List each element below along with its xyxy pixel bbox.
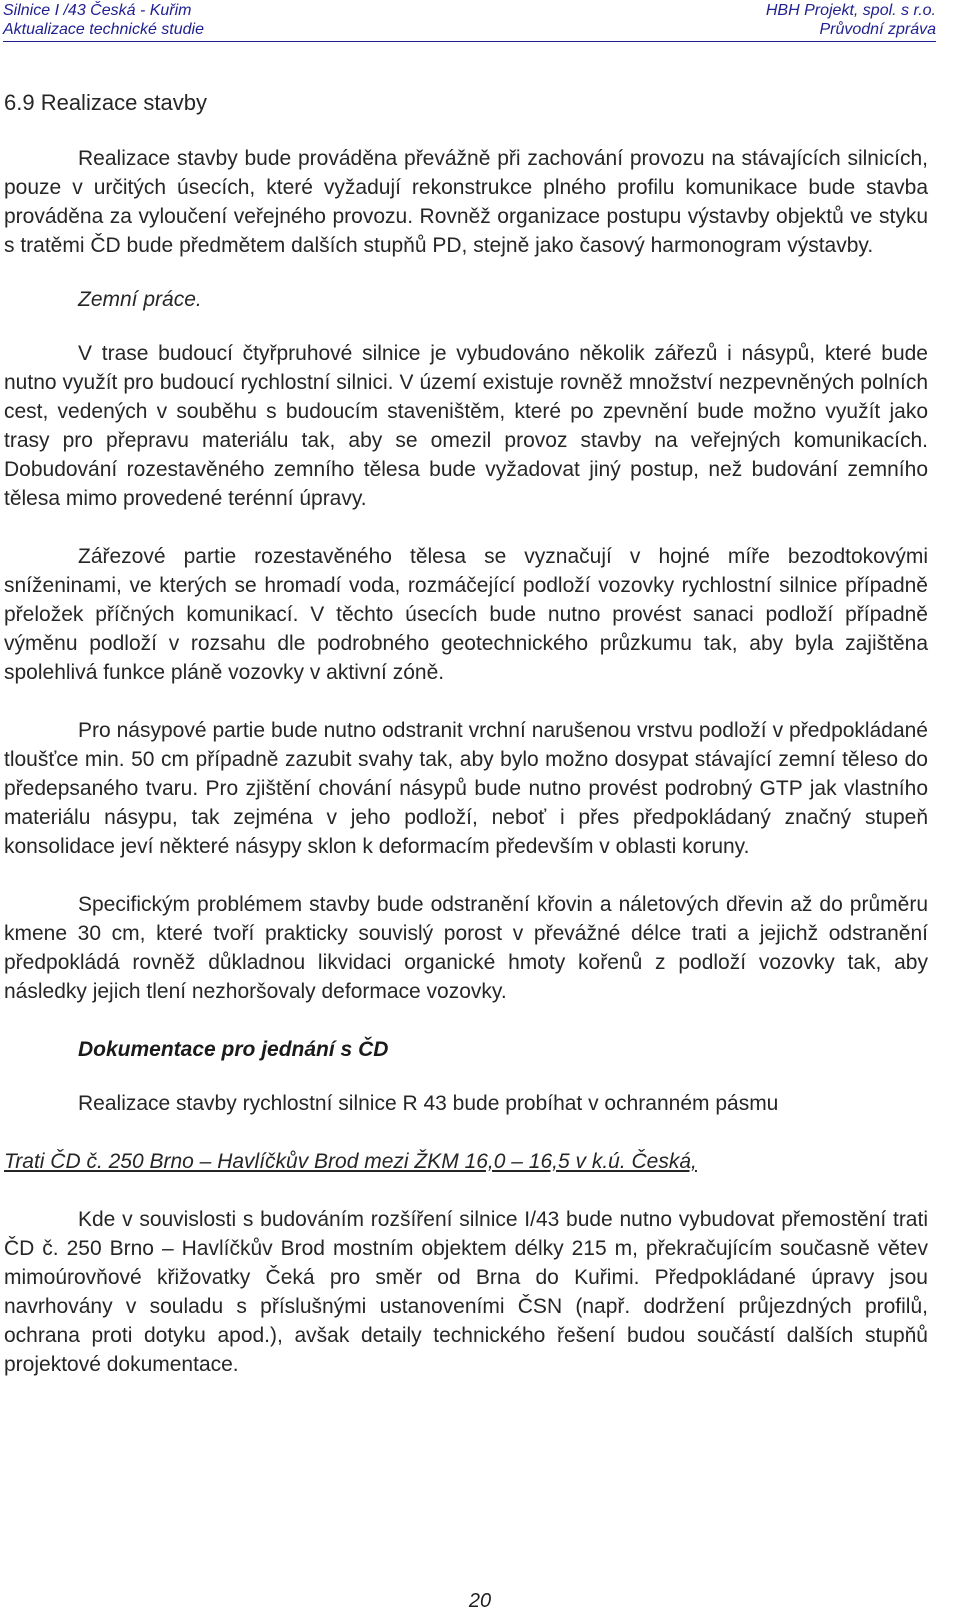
paragraph-bridge: Kde v souvislosti s budováním rozšíření silnice I/43 bude nutno vybudovat přemostění trati ČD č. 250 Brno – Havlíčkův Brod mostním objektem délky 215 m, překračujícím současně větev mimoúrovňové křižovatky Čeká pro směr od Brna do Kuřimi. Předpokládané úpravy jsou navrhovány v souladu s příslušnými ustanoveními ČSN (např. dodržení průjezdných profilů, ochrana proti dotyku apod.), avšak detaily technického řešení budou součástí dalších stupňů projektové dokumentace. — [4, 1208, 928, 1376]
page-number: 20 — [468, 1590, 492, 1612]
paragraph-vegetation: Specifickým problémem stavby bude odstranění křovin a náletových dřevin až do průměru kmene 30 cm, které tvoří prakticky souvislý porost v převážné délce trati a jejichž odstranění předpokládá rovněž důkladnou likvidaci organické hmoty kořenů z podloží vozovky tak, aby následky jejich tlení nezhoršovaly deformace vozovky. — [4, 893, 928, 1003]
section-title: 6.9 Realizace stavby — [4, 90, 207, 115]
header-report-type: Průvodní zpráva — [819, 21, 936, 38]
header-right — [766, 1, 936, 39]
header-document-subtitle: Aktualizace technické studie — [3, 21, 204, 38]
paragraph-protection-zone: Realizace stavby rychlostní silnice R 43 bude probíhat v ochranném pásmu — [78, 1092, 779, 1115]
page-header — [0, 0, 936, 44]
header-company-name: HBH Projekt, spol. s r.o. — [765, 2, 936, 19]
paragraph-embankments: Pro násypové partie bude nutno odstranit vrchní narušenou vrstvu podloží v předpokládané tloušťce min. 50 cm případně zazubit svahy tak, aby bylo možno dosypat stávající zemní těleso do předepsaného tvaru. Pro zjištění chování násypů bude nutno provést podrobný GTP jak vlastního materiálu násypu, tak zejména v jeho podloží, neboť i přes předpokládaný značný stupeň konsolidace jeví některé násypy sklon k deformacím především v oblasti koruny. — [4, 719, 928, 858]
document-body — [4, 88, 928, 1379]
paragraph-intro: Realizace stavby bude prováděna převážně při zachování provozu na stávajících silnicích, pouze v určitých úsecích, které vyžadují rekonstrukce plného profilu komunikace bude stavba prováděna za vyloučení veřejného provozu. Rovněž organizace postupu výstavby objektů ve styku s tratěmi ČD bude předmětem dalších stupňů PD, stejně jako časový harmonogram výstavby. — [4, 147, 928, 257]
subheading-earthworks: Zemní práce. — [78, 288, 202, 311]
paragraph-cuttings: Zářezové partie rozestavěného tělesa se vyznačují v hojné míře bezodtokovými sníženinami, ve kterých se hromadí voda, rozmáčející podloží vozovky rychlostní silnice případně přeložek příčných komunikací. V těchto úsecích bude nutno provést sanaci podloží případně výměnu podloží v rozsahu dle podrobného geotechnického průzkumu tak, aby byla zajištěna spolehlivá funkce pláně vozovky v aktivní zóně. — [4, 545, 928, 684]
header-rule — [3, 41, 936, 42]
subheading-railway-documentation: Dokumentace pro jednání s ČD — [78, 1038, 389, 1061]
header-left — [3, 1, 204, 39]
railway-line-reference: Trati ČD č. 250 Brno – Havlíčkův Brod mezi ŽKM 16,0 – 16,5 v k.ú. Česká, — [4, 1150, 697, 1173]
paragraph-earthworks: V trase budoucí čtyřpruhové silnice je vybudováno několik zářezů i násypů, které bude nutno využít pro budoucí rychlostní silnici. V území existuje rovněž množství nezpevněných polních cest, vedených v souběhu s budoucím staveništěm, které po zpevnění bude možno využít jako trasy pro přepravu materiálu tak, aby se omezil provoz stavby na veřejných komunikacích. Dobudování rozestavěného zemního tělesa bude vyžadovat jiný postup, než budování zemního tělesa mimo provedené terénní úpravy. — [4, 342, 928, 510]
header-project-title: Silnice I /43 Česká - Kuřim — [3, 2, 192, 19]
